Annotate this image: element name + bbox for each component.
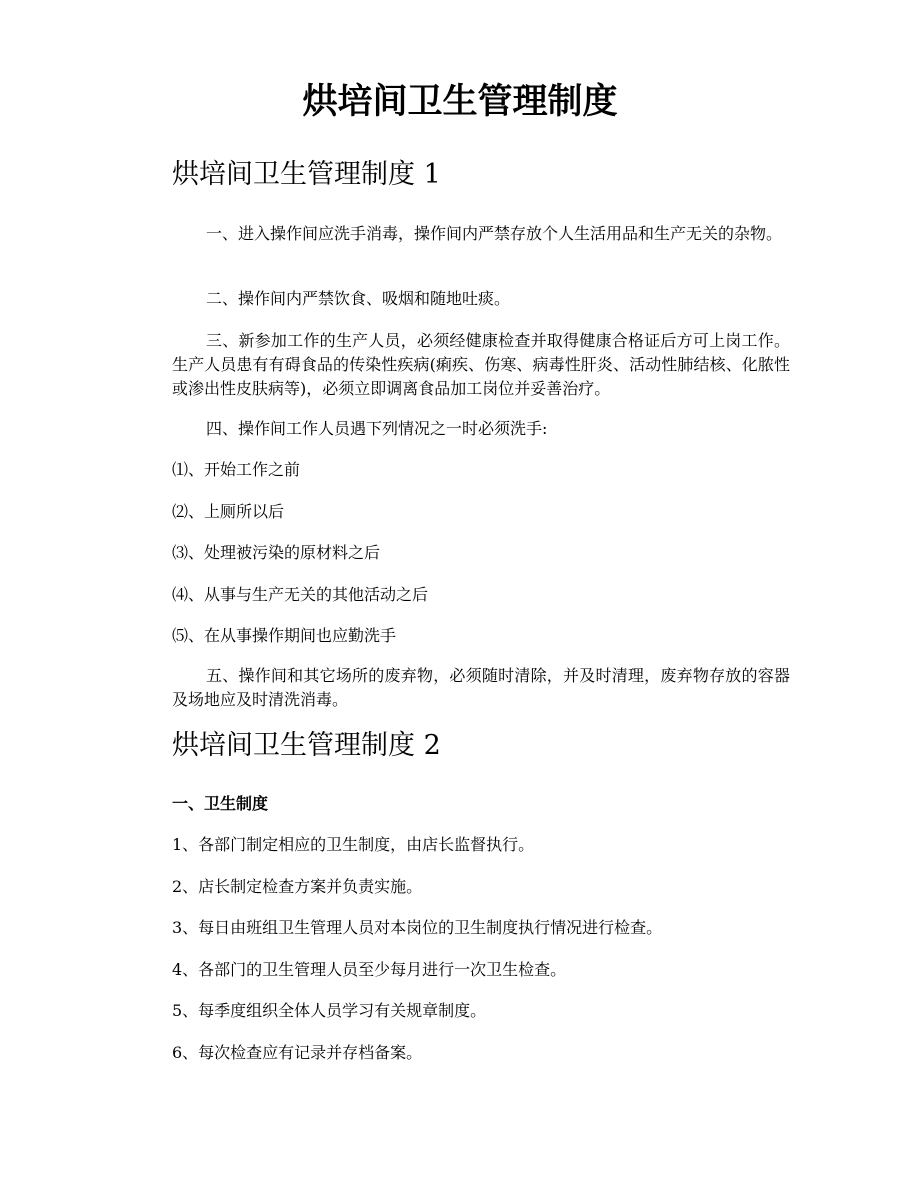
section-1-heading: 烘培间卫生管理制度 1 bbox=[172, 159, 441, 190]
section-1-list-item-5: ⑸、在从事操作期间也应勤洗手 bbox=[172, 626, 397, 645]
section-1-list-item-2: ⑵、上厕所以后 bbox=[172, 502, 285, 521]
section-2-heading: 烘培间卫生管理制度 2 bbox=[172, 730, 441, 761]
section-2-item-6: 6、每次检查应有记录并存档备案。 bbox=[172, 1043, 423, 1062]
section-2-item-5: 5、每季度组织全体人员学习有关规章制度。 bbox=[172, 1001, 487, 1020]
section-2-item-3: 3、每日由班组卫生管理人员对本岗位的卫生制度执行情况进行检查。 bbox=[172, 918, 663, 937]
section-1-list-item-1: ⑴、开始工作之前 bbox=[172, 460, 301, 479]
section-1-closing-paragraph: 五、操作间和其它场所的废弃物，必须随时清除，并及时清理，废弃物存放的容器及场地应及时清洗消毒。 bbox=[172, 666, 790, 709]
section-2-item-2: 2、店长制定检查方案并负责实施。 bbox=[172, 877, 423, 896]
section-1-paragraph-2: 二、操作间内严禁饮食、吸烟和随地吐痰。 bbox=[206, 289, 511, 308]
section-1-paragraph-4: 四、操作间工作人员遇下列情况之一时必须洗手: bbox=[206, 419, 548, 438]
section-1-paragraph-1: 一、进入操作间应洗手消毒，操作间内严禁存放个人生活用品和生产无关的杂物。 bbox=[206, 224, 783, 243]
document-title: 烘培间卫生管理制度 bbox=[302, 81, 618, 122]
section-2-subheading: 一、卫生制度 bbox=[172, 794, 269, 813]
section-2-item-1: 1、各部门制定相应的卫生制度，由店长监督执行。 bbox=[172, 835, 535, 854]
section-2-item-4: 4、各部门的卫生管理人员至少每月进行一次卫生检查。 bbox=[172, 960, 567, 979]
section-1-list-item-4: ⑷、从事与生产无关的其他活动之后 bbox=[172, 585, 429, 604]
section-1-paragraph-3: 三、新参加工作的生产人员，必须经健康检查并取得健康合格证后方可上岗工作。生产人员患有有碍食品的传染性疾病(痢疾、伤寒、病毒性肝炎、活动性肺结核、化脓性或渗出性皮肤病等)，必须立即调离食品加工岗位并妥善治疗。 bbox=[172, 331, 790, 398]
section-1-list-item-3: ⑶、处理被污染的原材料之后 bbox=[172, 543, 381, 562]
